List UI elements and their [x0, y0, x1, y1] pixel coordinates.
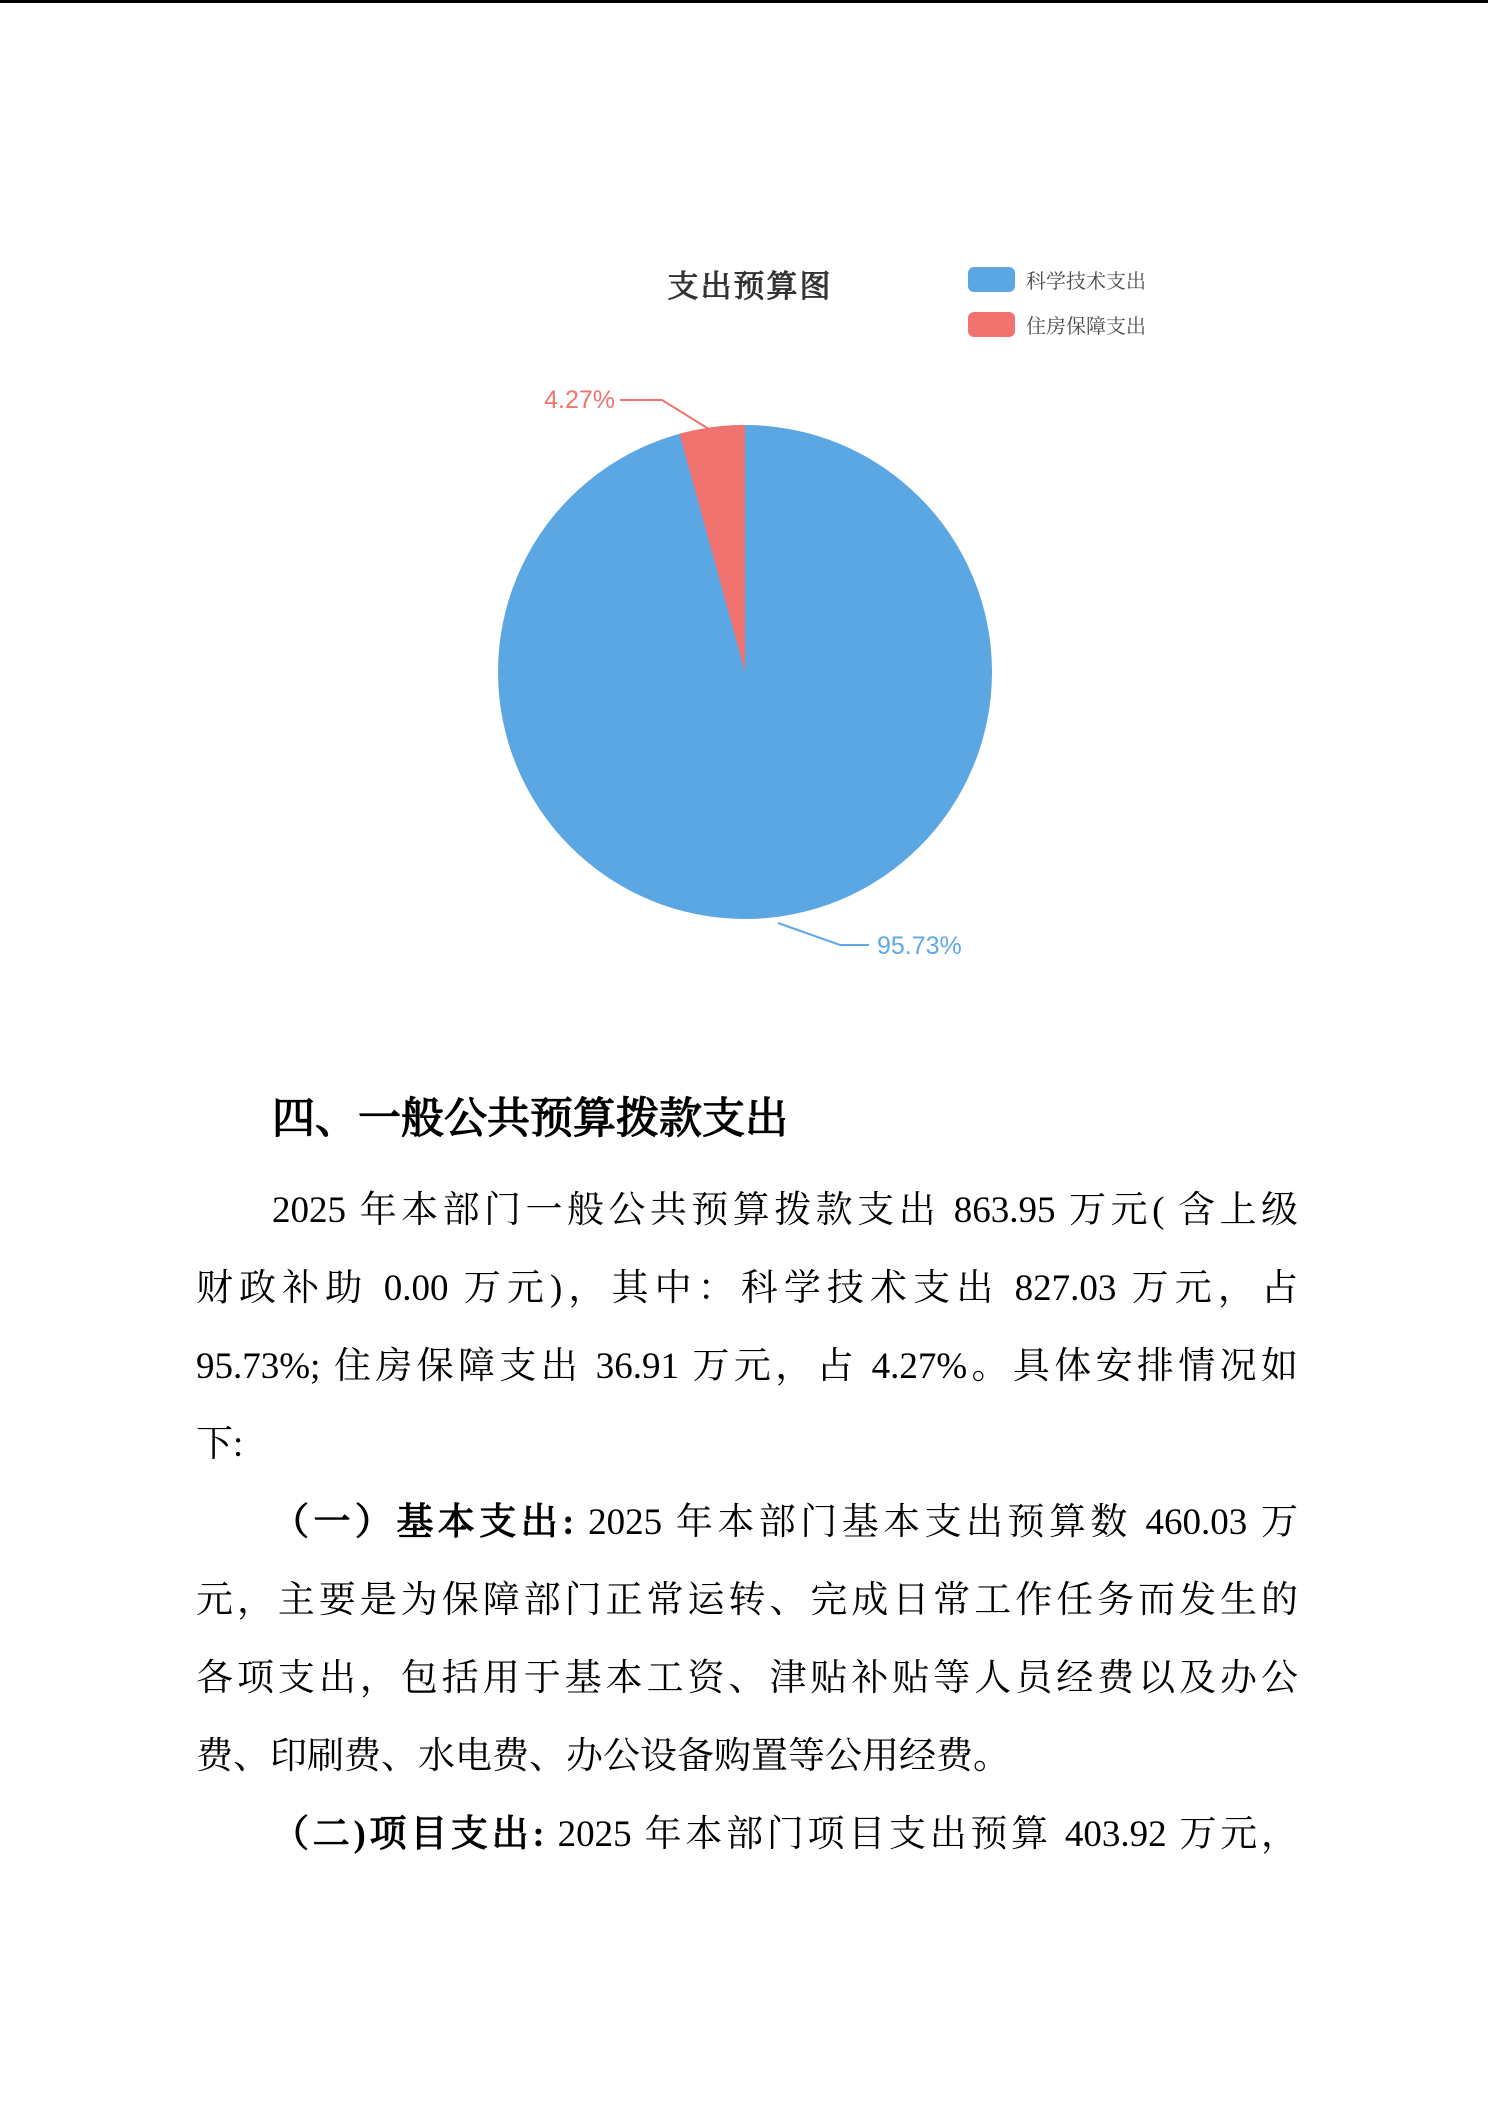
legend-item-housing [968, 312, 1146, 337]
body-run: 各项支出，包括用于基本工资、津贴补贴等人员经费以及办公 [196, 1658, 1298, 1699]
legend-item-science [968, 267, 1146, 292]
page-top-edge [0, 0, 1488, 3]
document-body [196, 1080, 1298, 1874]
pie-leader-line-housing [620, 400, 712, 431]
expenditure-pie-chart [450, 380, 1050, 990]
body-run-bold: （一）基本支出: [272, 1502, 575, 1543]
body-line [196, 1250, 1298, 1328]
body-run: 下: [196, 1424, 244, 1465]
body-run: 2025 年本部门一般公共预算拨款支出 863.95 万元( 含上级 [272, 1190, 1298, 1231]
body-run-bold: （二)项目支出: [272, 1814, 545, 1855]
legend-swatch-science-icon [968, 267, 1015, 292]
pie-leader-line-science [778, 923, 869, 945]
pie-label-housing-percent: 4.27% [544, 386, 615, 414]
body-line [196, 1796, 1298, 1874]
legend-label-housing: 住房保障支出 [1026, 316, 1146, 338]
body-run: 财政补助 0.00 万元)，其中：科学技术支出 827.03 万元，占 [196, 1268, 1298, 1309]
pie-label-science-percent: 95.73% [877, 932, 962, 960]
paragraph-lines [196, 1172, 1298, 1874]
body-run: 2025 年本部门基本支出预算数 460.03 万 [574, 1502, 1298, 1543]
body-run: 2025 年本部门项目支出预算 403.92 万元， [544, 1814, 1298, 1855]
body-line [196, 1718, 1298, 1796]
section-heading: 四、一般公共预算拨款支出 [272, 1095, 788, 1143]
body-line [196, 1640, 1298, 1718]
chart-title: 支出预算图 [667, 269, 833, 304]
body-line [196, 1562, 1298, 1640]
chart-legend [968, 267, 1146, 357]
legend-label-science: 科学技术支出 [1026, 271, 1146, 293]
body-line [196, 1172, 1298, 1250]
body-run: 95.73%; 住房保障支出 36.91 万元，占 4.27%。具体安排情况如 [196, 1346, 1298, 1387]
body-line [196, 1328, 1298, 1406]
body-line [196, 1406, 1298, 1484]
legend-swatch-housing-icon [968, 312, 1015, 337]
body-line [196, 1484, 1298, 1562]
body-run: 费、印刷费、水电费、办公设备购置等公用经费。 [196, 1736, 1010, 1777]
body-run: 元，主要是为保障部门正常运转、完成日常工作任务而发生的 [196, 1580, 1298, 1621]
